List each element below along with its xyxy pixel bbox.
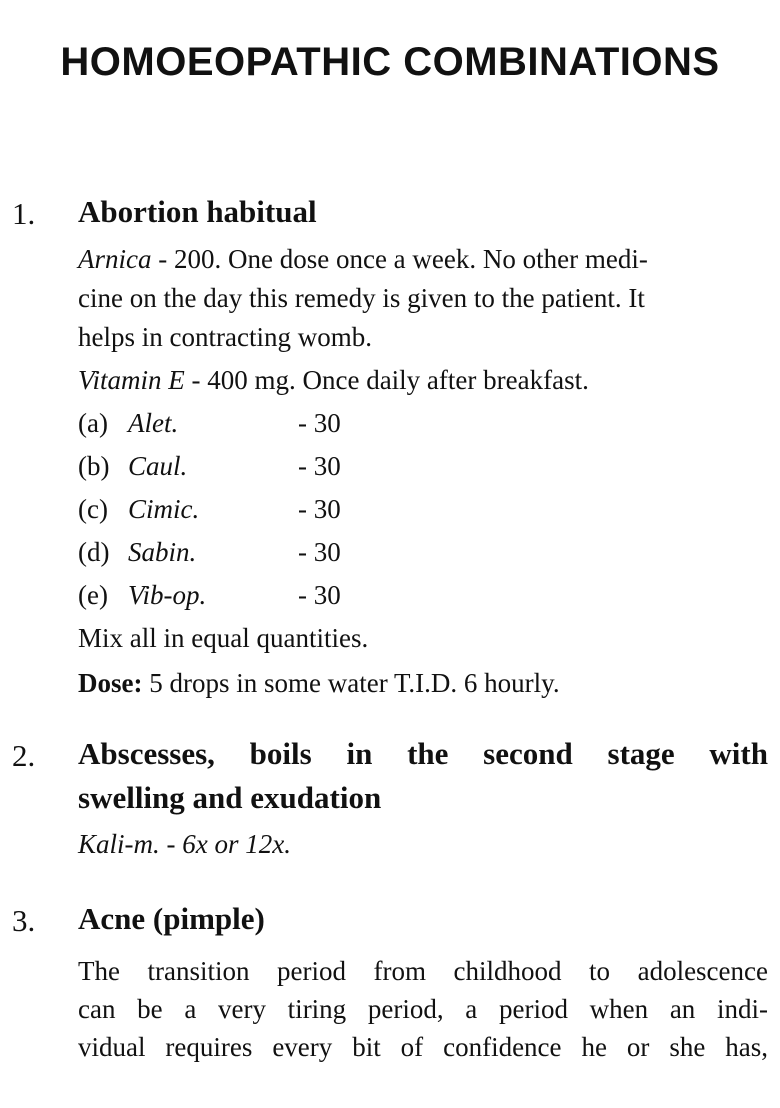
remedy-row-c [78,491,341,527]
section-2-heading-line-1: Abscesses, boils in the second stage with [78,736,768,771]
remedy-potency: - 30 [298,494,341,524]
remedy-row-e [78,577,341,613]
section-1-vitamin-line [78,362,589,398]
arnica-remedy: Arnica [78,244,152,274]
remedy-name: Sabin. [128,537,197,567]
vitamin-description: - 400 mg. Once daily after breakfast. [184,365,589,395]
section-3-line-2: can be a very tiring period, a period when an indi- [78,994,768,1024]
dose-text: 5 drops in some water T.I.D. 6 hourly. [142,668,560,698]
remedy-potency: - 30 [298,537,341,567]
remedy-label: (c) [78,494,108,524]
section-2-remedy: Kali-m. - 6x or 12x. [78,829,291,859]
remedy-potency: - 30 [298,580,341,610]
section-1-arnica-line [78,241,648,277]
section-3-line-3: vidual requires every bit of confidence he or she has, [78,1032,768,1062]
remedy-potency: - 30 [298,408,341,438]
section-1-line-2: cine on the day this remedy is given to the patient. It [78,283,645,313]
section-2-number: 2. [12,738,36,773]
remedy-label: (d) [78,537,110,567]
arnica-description: - 200. One dose once a week. No other medi- [151,244,648,274]
section-1-mix-instruction: Mix all in equal quantities. [78,623,369,653]
remedy-name: Caul. [128,451,188,481]
remedy-name: Alet. [128,408,179,438]
section-3-line-1: The transition period from childhood to adolescence [78,956,768,986]
section-3-number: 3. [12,903,36,938]
remedy-row-d [78,534,341,570]
vitamin-remedy: Vitamin E [78,365,185,395]
section-1-heading: Abortion habitual [78,194,317,229]
remedy-name: Cimic. [128,494,200,524]
section-1-number: 1. [12,196,36,231]
section-2-heading-line-2: swelling and exudation [78,780,382,815]
remedy-label: (b) [78,451,110,481]
remedy-name: Vib-op. [128,580,207,610]
remedy-row-b [78,448,341,484]
remedy-row-a [78,405,341,441]
remedy-potency: - 30 [298,451,341,481]
page-title: HOMOEOPATHIC COMBINATIONS [60,40,720,84]
remedy-label: (e) [78,580,108,610]
section-3-heading: Acne (pimple) [78,901,265,936]
section-1-line-3: helps in contracting womb. [78,322,372,352]
dose-label: Dose: [78,668,143,698]
section-1-dose-line [78,665,560,701]
remedy-label: (a) [78,408,108,438]
